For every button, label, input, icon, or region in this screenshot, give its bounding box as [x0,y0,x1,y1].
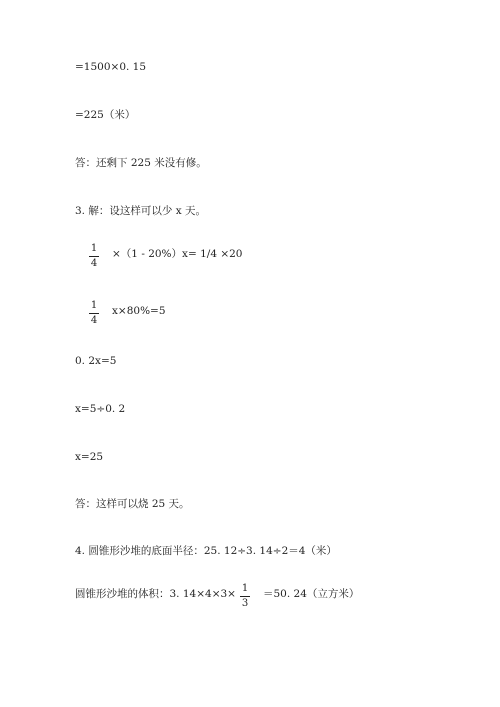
fraction-numerator: 1 [241,583,249,594]
fraction-denominator: 4 [90,258,98,269]
fraction-one-quarter [89,300,99,327]
problem-4-line-2-suffix: ＝50. 24（立方米） [263,588,360,600]
equation-line-1: =1500×0. 15 [75,61,147,73]
fraction-numerator: 1 [90,300,98,311]
fraction-bar [89,256,99,257]
equation-line-2: =225（米） [75,109,136,121]
equation-line-4: x×80%=5 [112,305,166,317]
fraction-denominator: 4 [90,315,98,326]
problem-3-heading: 3. 解：设这样可以少 x 天。 [75,205,206,217]
equation-line-5: 0. 2x=5 [75,355,117,367]
equation-line-3: ×（1 - 20%）x= 1/4 ×20 [112,248,243,260]
equation-line-7: x=25 [75,451,104,463]
fraction-one-quarter [89,243,99,270]
problem-4-line-1: 4. 圆锥形沙堆的底面半径：25. 12÷3. 14÷2＝4（米） [75,545,337,557]
fraction-denominator: 3 [241,598,249,609]
answer-line-2: 答：这样可以烧 25 天。 [75,498,190,510]
fraction-bar [240,596,250,597]
answer-line-1: 答：还剩下 225 米没有修。 [75,157,207,169]
fraction-numerator: 1 [90,243,98,254]
equation-line-6: x=5÷0. 2 [75,403,126,415]
fraction-bar [89,313,99,314]
fraction-one-third [240,583,250,610]
problem-4-line-2-prefix: 圆锥形沙堆的体积：3. 14×4×3× [75,588,236,600]
